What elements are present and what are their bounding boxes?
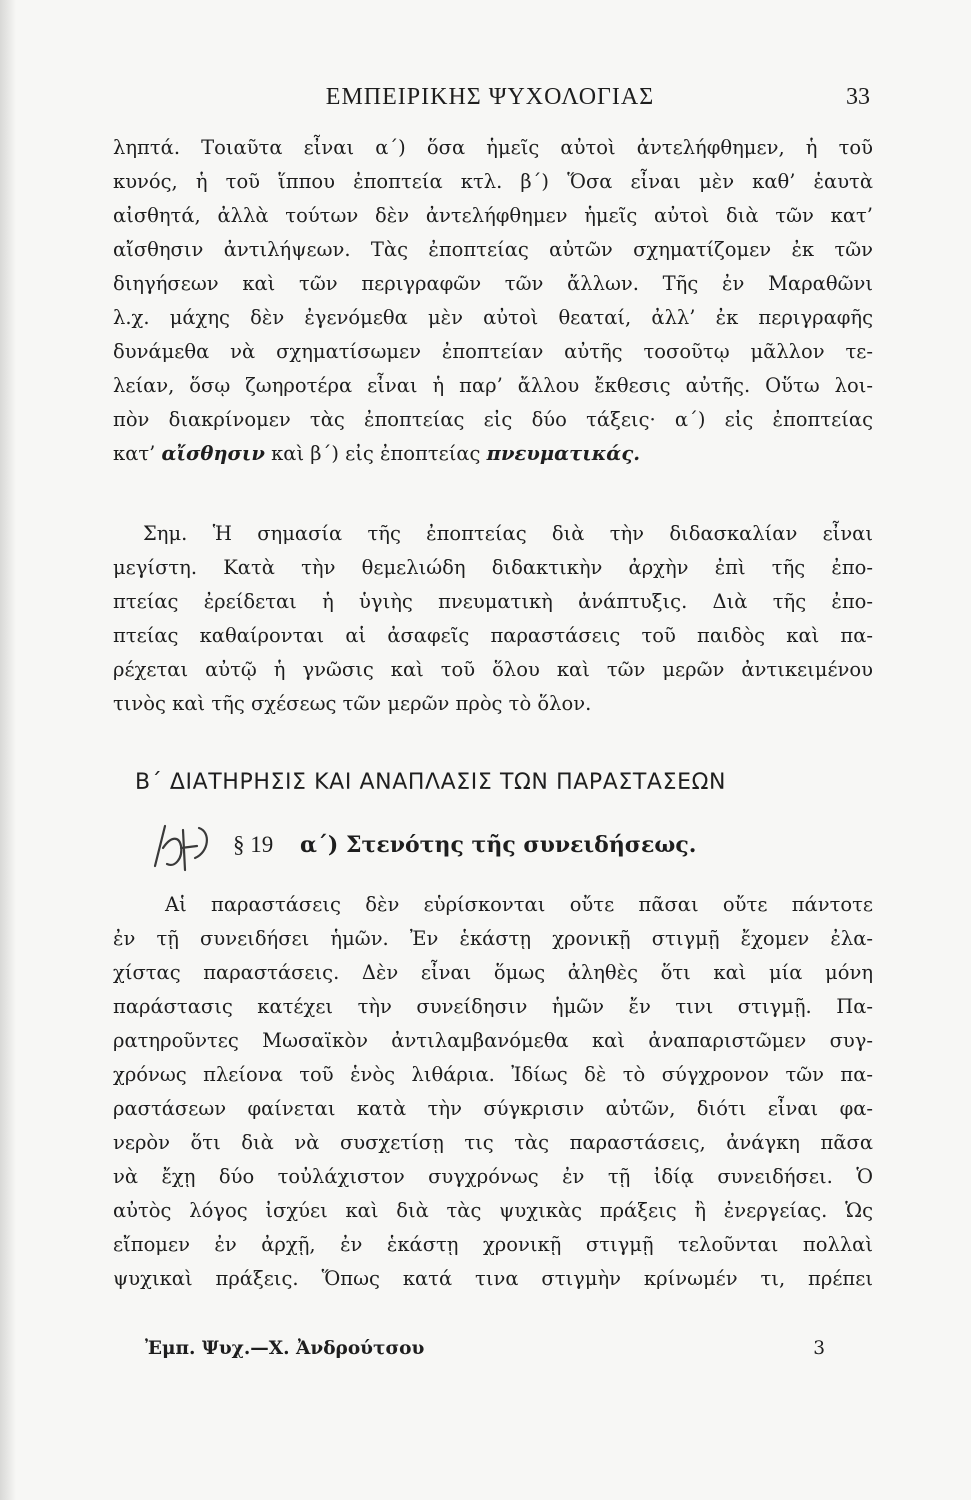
page-header [110,84,870,118]
text-line: Σημ. Ἡ σημασία τῆς ἐποπτείας διὰ τὴν διδασκαλίαν εἶναι [143,522,873,545]
footer-signature: Ἐμπ. Ψυχ.—Χ. Ἀνδρούτσου [145,1338,425,1359]
page-footer [145,1338,825,1368]
text-line: πτείας καθαίρονται αἱ ἀσαφεῖς παραστάσεις τοῦ παιδὸς καὶ πα- [113,624,873,647]
sheet-mark: 3 [813,1338,825,1359]
text-line-last: τινὸς καὶ τῆς σχέσεως τῶν μερῶν πρὸς τὸ ὅλον. [113,692,592,715]
paragraph-narrowness [113,888,873,1296]
text-line: ραστάσεων φαίνεται κατὰ τὴν σύγκρισιν αὐτῶν, διότι εἶναι φα- [113,1097,873,1120]
text-line: αἴσθησιν ἀντιλήψεων. Τὰς ἐποπτείας αὐτῶν σχηματίζομεν ἐκ τῶν [113,238,873,261]
text-line: ἐν τῇ συνειδήσει ἡμῶν. Ἐν ἑκάστῃ χρονικῇ στιγμῇ ἔχομεν ἐλα- [113,927,873,950]
text-line: πτείας ἐρείδεται ἡ ὑγιὴς πνευματικὴ ἀνάπτυξις. Διὰ τῆς ἐπο- [113,590,873,613]
subsection-title: α΄) Στενότης τῆς συνειδήσεως. [300,832,697,858]
text-line: ρατηροῦντες Μωσαϊκὸν ἀντιλαμβανόμεθα καὶ ἀναπαριστῶμεν συγ- [113,1029,873,1052]
text-fragment: καὶ β΄) εἰς ἐποπτείας [271,442,481,465]
text-line-last [113,437,873,471]
page-number: 33 [846,84,870,110]
text-line: ψυχικαὶ πράξεις. Ὅπως κατά τινα στιγμὴν κρίνωμέν τι, πρέπει [113,1267,873,1290]
text-line: λ.χ. μάχης δὲν ἐγενόμεθα μὲν αὐτοὶ θεαταί, ἀλλ’ ἐκ περιγραφῆς [113,306,873,329]
text-fragment: κατ’ [113,442,156,465]
text-line: Αἱ παραστάσεις δὲν εὑρίσκονται οὔτε πᾶσαι οὔτε πάντοτε [165,893,873,916]
emphasized-term: πνευματικάς. [486,442,640,465]
paragraph-note [113,517,873,721]
text-line: λείαν, ὅσῳ ζωηροτέρα εἶναι ἡ παρ’ ἄλλου ἔκθεσις αὐτῆς. Οὕτω λοι- [113,374,873,397]
text-line: πὸν διακρίνομεν τὰς ἐποπτείας εἰς δύο τάξεις· α΄) εἰς ἐποπτείας [113,408,873,431]
page-binding-shadow [0,0,16,1500]
handwritten-annotation [145,818,215,878]
emphasized-term: αἴσθησιν [161,442,265,465]
text-line: χίστας παραστάσεις. Δὲν εἶναι ὅμως ἀληθὲς ὅτι καὶ μία μόνη [113,961,873,984]
section-heading: Β΄ ΔΙΑΤΗΡΗΣΙΣ ΚΑΙ ΑΝΑΠΛΑΣΙΣ ΤΩΝ ΠΑΡΑΣΤΑΣΕΩΝ [135,770,727,795]
text-line: ληπτά. Τοιαῦτα εἶναι α΄) ὅσα ἡμεῖς αὐτοὶ ἀντελήφθημεν, ἡ τοῦ [113,136,873,159]
text-line: νὰ ἔχῃ δύο τοὐλάχιστον συγχρόνως ἐν τῇ ἰδίᾳ συνειδήσει. Ὁ [113,1165,873,1188]
text-line: αἰσθητά, ἀλλὰ τούτων δὲν ἀντελήφθημεν ἡμεῖς αὐτοὶ διὰ τῶν κατ’ [113,204,873,227]
text-line: δυνάμεθα νὰ σχηματίσωμεν ἐποπτείαν αὐτῆς τοσοῦτῳ μᾶλλον τε- [113,340,873,363]
text-line: παράστασις κατέχει τὴν συνείδησιν ἡμῶν ἔν τινι στιγμῇ. Πα- [113,995,873,1018]
paragraph-definitions [113,131,873,471]
running-title: ΕΜΠΕΙΡΙΚΗΣ ΨΥΧΟΛΟΓΙΑΣ [325,84,655,110]
section-number: § 19 [233,832,274,857]
text-line: χρόνως πλείονα τοῦ ἑνὸς λιθάρια. Ἰδίως δὲ τὸ σύγχρονον τῶν πα- [113,1063,873,1086]
text-line: κυνός, ἡ τοῦ ἵππου ἐποπτεία κτλ. β΄) Ὅσα εἶναι μὲν καθ’ ἑαυτὰ [113,170,873,193]
text-line: εἴπομεν ἐν ἀρχῇ, ἐν ἑκάστῃ χρονικῇ στιγμῇ τελοῦνται πολλαὶ [113,1233,873,1256]
subsection-heading [145,826,845,872]
text-line: μεγίστη. Κατὰ τὴν θεμελιώδη διδακτικὴν ἀρχὴν ἐπὶ τῆς ἐπο- [113,556,873,579]
text-line: ρέχεται αὐτῷ ἡ γνῶσις καὶ τοῦ ὅλου καὶ τῶν μερῶν ἀντικειμένου [113,658,873,681]
text-line: αὐτὸς λόγος ἰσχύει καὶ διὰ τὰς ψυχικὰς πράξεις ἢ ἐνεργείας. Ὡς [113,1199,873,1222]
text-line: διηγήσεων καὶ τῶν περιγραφῶν τῶν ἄλλων. Τῆς ἐν Μαραθῶνι [113,272,873,295]
text-line: νερὸν ὅτι διὰ νὰ συσχετίσῃ τις τὰς παραστάσεις, ἀνάγκη πᾶσα [113,1131,873,1154]
